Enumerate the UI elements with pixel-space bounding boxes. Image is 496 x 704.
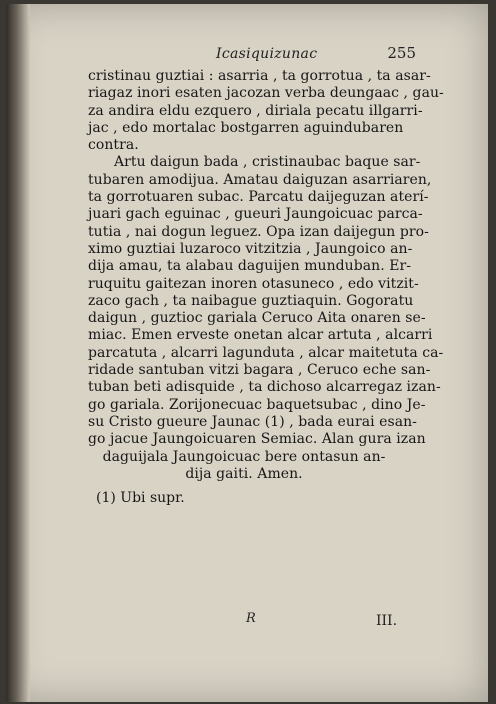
text-line: riagaz inori esaten jacozan verba deungaac , gau- [88, 85, 444, 102]
text-line: tuban beti adisquide , ta dichoso alcarregaz izan- [88, 379, 441, 396]
text-line: go gariala. Zorijonecuac baquetsubac , dino Je- [88, 396, 426, 413]
footnote: (1) Ubi supr. [96, 490, 185, 506]
body-text [88, 68, 444, 483]
book-page [6, 4, 488, 702]
text-line: ruquitu gaitezan inoren otasuneco , edo vitzit- [88, 275, 419, 292]
text-line: dija gaiti. Amen. [185, 465, 303, 482]
catchword: III. [376, 613, 398, 629]
page-header [76, 46, 416, 66]
signature-mark: R [246, 611, 256, 626]
text-line: contra. [88, 137, 139, 154]
text-line: cristinau guztiai : asarria , ta gorrotua , ta asar- [88, 68, 431, 84]
running-head: Icasiquizunac [216, 46, 318, 62]
text-line: su Cristo gueure Jaunac (1) , bada eurai esan- [88, 413, 417, 430]
text-line: go jacue Jaungoicuaren Semiac. Alan gura izan [88, 431, 426, 448]
text-line: Artu daigun bada , cristinaubac baque sar- [114, 154, 421, 171]
text-line: tubaren amodijua. Amatau daiguzan asarriaren, [88, 171, 432, 188]
text-line: zaco gach , ta naibague guztiaquin. Gogoratu [88, 292, 414, 309]
text-line: juari gach eguinac , gueuri Jaungoicuac parca- [88, 206, 423, 223]
text-line: daguijala Jaungoicuac bere ontasun an- [102, 448, 386, 465]
text-line: parcatuta , alcarri lagunduta , alcar maitetuta ca- [88, 344, 444, 361]
text-line: daigun , guztioc gariala Ceruco Aita onaren se- [88, 310, 426, 327]
text-line: za andira eldu ezquero , diriala pecatu illgarri- [88, 102, 423, 119]
text-line: tutia , nai dogun leguez. Opa izan daijegun pro- [88, 223, 429, 240]
text-line: ridade santuban vitzi bagara , Ceruco eche san- [88, 362, 431, 379]
page-number: 255 [387, 44, 416, 62]
text-line: ta gorrotuaren subac. Parcatu daijeguzan aterí- [88, 189, 429, 206]
book-gutter [6, 4, 30, 702]
text-line: miac. Emen erveste onetan alcar artuta , alcarri [88, 327, 433, 344]
text-line: dija amau, ta alabau daguijen munduban. Er- [88, 258, 411, 275]
text-line: jac , edo mortalac bostgarren aguindubaren [88, 119, 404, 136]
text-line: ximo guztiai luzaroco vitzitzia , Jaungoico an- [88, 240, 413, 257]
